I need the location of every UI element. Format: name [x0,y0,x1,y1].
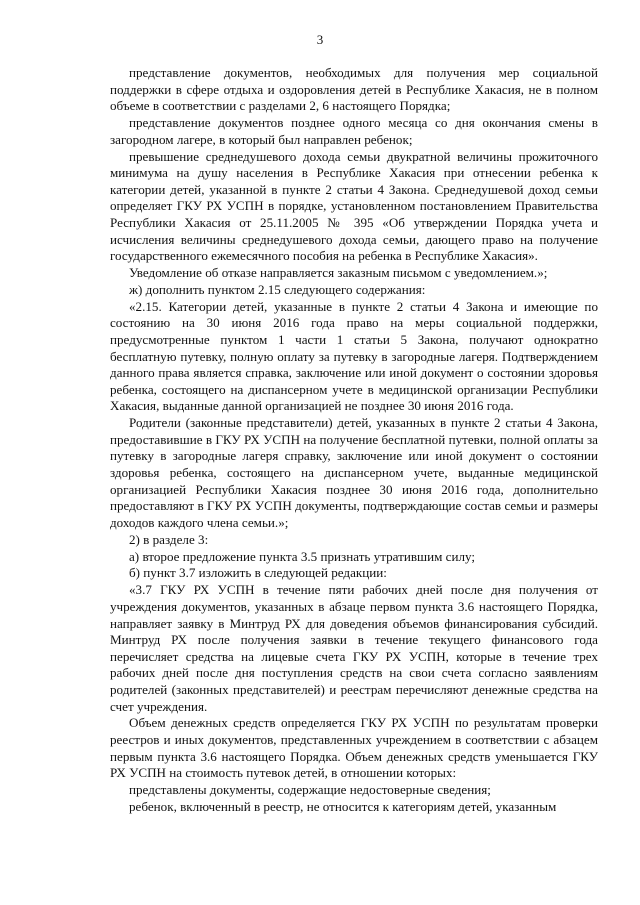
paragraph: Объем денежных средств определяется ГКУ РХ УСПН по результатам проверки реестров и иных документов, представленных учреждением в соответствии с абзацем первым пункта 3.6 настоящего Порядка. Объем денежных средств уменьшается ГКУ РХ УСПН на стоимость путевок детей, в отношении которых: [110,715,598,781]
paragraph: Уведомление об отказе направляется заказным письмом с уведомлением.»; [129,265,548,281]
paragraph: «3.7 ГКУ РХ УСПН в течение пяти рабочих дней после дня получения от учреждения документов, указанных в абзаце первом пункта 3.6 настоящего Порядка, направляет заявку в Минтруд РХ для доведения объемов финансирования субсидий. Минтруд РХ после получения заявки в течение текущего финансового года перечисляет средства на лицевые счета ГКУ РХ УСПН, которые в течение трех рабочих дней после дня поступления средств на свои счета согласно заявлениям родителей (законных представителей) и реестрам перечисляют денежные средства на счет учреждения. [110,582,598,714]
paragraph: представлены документы, содержащие недостоверные сведения; [129,782,491,798]
paragraph: ж) дополнить пунктом 2.15 следующего содержания: [129,281,426,297]
paragraph: Родители (законные представители) детей, указанных в пункте 2 статьи 4 Закона, предоставившие в ГКУ РХ УСПН на получение бесплатной путевки, полной оплаты за путевку в загородные лагеря справку, заключение или иной документ о состоянии здоровья ребенка, состоящего на диспансерном учете, выданные медицинской организацией Республики Хакасия позднее 30 июня 2016 года, дополнительно предоставляют в ГКУ РХ УСПН документы, подтверждающие состав семьи и размеры доходов каждого члена семьи.»; [110,415,598,530]
document-body [110,65,598,816]
paragraph: ребенок, включенный в реестр, не относится к категориям детей, указанным [129,798,557,814]
paragraph: «2.15. Категории детей, указанные в пункте 2 статьи 4 Закона и имеющие по состоянию на 30 июня 2016 года право на меры социальной поддержки, предусмотренные пунктом 1 части 1 статьи 5 Закона, получают однократно бесплатную путевку, полную оплату за путевку в загородные лагеря. Подтверждением данного права является справка, заключение или иной документ о состоянии здоровья ребенка, состоящего на диспансерном учете в медицинской организации Республики Хакасия, выданные данной организацией не позднее 30 июня 2016 года. [110,298,598,414]
paragraph: превышение среднедушевого дохода семьи двукратной величины прожиточного минимума на душу населения в Республике Хакасия при отнесении ребенка к категории детей, указанной в пункте 2 статьи 4 Закона. Среднедушевой доход семьи определяет ГКУ РХ УСПН в порядке, установленном постановлением Правительства Республики Хакасия от 25.11.2005 № 395 «Об утверждении Порядка учета и исчисления величины среднедушевого дохода семьи, дающего право на получение государственного ежемесячного пособия на ребенка в Республике Хакасия». [110,148,598,264]
paragraph: а) второе предложение пункта 3.5 признать утратившим силу; [129,548,476,564]
paragraph: 2) в разделе 3: [129,531,209,547]
page-number: 3 [316,32,324,47]
paragraph: б) пункт 3.7 изложить в следующей редакции: [129,565,387,581]
paragraph: представление документов позднее одного месяца со дня окончания смены в загородном лагере, в который был направлен ребенок; [110,115,598,147]
paragraph: представление документов, необходимых для получения мер социальной поддержки в сфере отдыха и оздоровления детей в Республике Хакасия, не в полном объеме в соответствии с разделами 2, 6 настоящего Порядка; [110,65,598,114]
